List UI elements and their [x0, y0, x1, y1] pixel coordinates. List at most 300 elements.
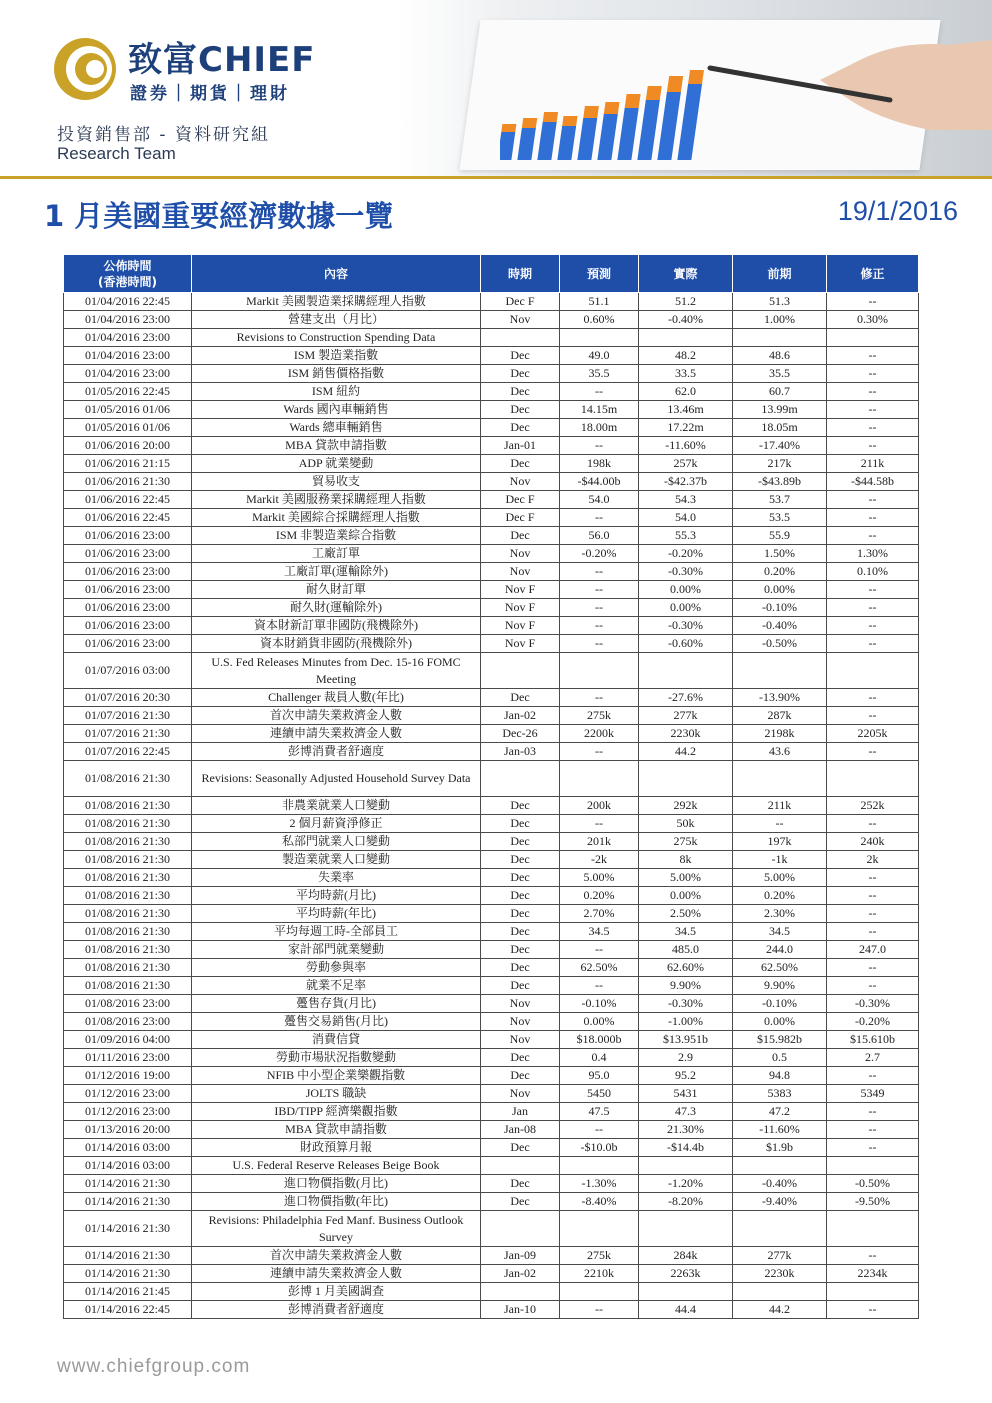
report-date: 19/1/2016 — [837, 196, 958, 226]
cell-previous: 0.5 — [733, 1049, 827, 1067]
cell-content: 財政預算月報 — [192, 1139, 481, 1157]
cell-content: ADP 就業變動 — [192, 455, 481, 473]
cell-content: Revisions: Philadelphia Fed Manf. Business Outlook Survey — [192, 1211, 481, 1247]
cell-time: 01/06/2016 22:45 — [64, 491, 192, 509]
table-row — [64, 1193, 919, 1211]
cell-revised: -- — [827, 419, 919, 437]
cell-revised: -- — [827, 347, 919, 365]
table-row — [64, 1031, 919, 1049]
cell-content: 平均時薪(年比) — [192, 905, 481, 923]
cell-period: Dec — [481, 869, 560, 887]
cell-content: U.S. Fed Releases Minutes from Dec. 15-16 FOMC Meeting — [192, 653, 481, 689]
table-row — [64, 455, 919, 473]
cell-actual: 5431 — [639, 1085, 733, 1103]
cell-period: Nov F — [481, 635, 560, 653]
cell-content: 家計部門就業變動 — [192, 941, 481, 959]
cell-content: 首次申請失業救濟金人數 — [192, 1247, 481, 1265]
table-row — [64, 851, 919, 869]
column-header-forecast: 預測 — [560, 255, 639, 293]
cell-time: 01/05/2016 01/06 — [64, 419, 192, 437]
cell-period — [481, 1157, 560, 1175]
cell-forecast: -$10.0b — [560, 1139, 639, 1157]
column-header-revised: 修正 — [827, 255, 919, 293]
page-title: 1 月美國重要經濟數據一覽 — [44, 199, 394, 233]
cell-actual: -1.20% — [639, 1175, 733, 1193]
cell-actual: 257k — [639, 455, 733, 473]
cell-forecast: 0.60% — [560, 311, 639, 329]
cell-revised: -- — [827, 1247, 919, 1265]
cell-content: 工廠訂單(運輸除外) — [192, 563, 481, 581]
cell-actual — [639, 329, 733, 347]
cell-actual: 33.5 — [639, 365, 733, 383]
cell-content: 躉售存貨(月比) — [192, 995, 481, 1013]
cell-previous: 51.3 — [733, 293, 827, 311]
cell-content: 連續申請失業救濟金人數 — [192, 1265, 481, 1283]
cell-content: 資本財新訂單非國防(飛機除外) — [192, 617, 481, 635]
cell-content: 耐久財(運輸除外) — [192, 599, 481, 617]
cell-actual: 54.3 — [639, 491, 733, 509]
cell-content: ISM 製造業指數 — [192, 347, 481, 365]
cell-actual — [639, 761, 733, 797]
cell-forecast: 0.20% — [560, 887, 639, 905]
cell-previous: -- — [733, 815, 827, 833]
cell-period: Dec — [481, 365, 560, 383]
cell-content: 工廠訂單 — [192, 545, 481, 563]
table-row — [64, 1157, 919, 1175]
cell-period: Nov — [481, 473, 560, 491]
cell-revised: -- — [827, 527, 919, 545]
cell-revised — [827, 1157, 919, 1175]
header-divider — [0, 176, 992, 179]
cell-time: 01/06/2016 22:45 — [64, 509, 192, 527]
cell-time: 01/14/2016 21:45 — [64, 1283, 192, 1301]
cell-revised: -- — [827, 617, 919, 635]
cell-actual: 284k — [639, 1247, 733, 1265]
brand-name: 致富CHIEF — [128, 40, 316, 80]
department-name: 投資銷售部 - 資料研究組 — [57, 125, 270, 145]
table-row — [64, 365, 919, 383]
cell-previous: -9.40% — [733, 1193, 827, 1211]
cell-forecast: -- — [560, 941, 639, 959]
table-row — [64, 1067, 919, 1085]
cell-revised: -0.50% — [827, 1175, 919, 1193]
cell-content: 彭博消費者舒適度 — [192, 1301, 481, 1319]
cell-revised: 247.0 — [827, 941, 919, 959]
footer-website-link[interactable]: www.chiefgroup.com — [57, 1356, 251, 1377]
chief-logo-icon — [52, 36, 118, 102]
cell-period: Dec — [481, 797, 560, 815]
cell-time: 01/06/2016 23:00 — [64, 635, 192, 653]
cell-period: Jan-03 — [481, 743, 560, 761]
cell-revised: 2k — [827, 851, 919, 869]
column-header-time: 公佈時間 (香港時間) — [64, 255, 192, 293]
cell-previous: 18.05m — [733, 419, 827, 437]
cell-actual: 51.2 — [639, 293, 733, 311]
cell-forecast: -- — [560, 437, 639, 455]
cell-revised: -- — [827, 1139, 919, 1157]
cell-revised: 240k — [827, 833, 919, 851]
cell-forecast: 49.0 — [560, 347, 639, 365]
cell-forecast: -2k — [560, 851, 639, 869]
table-row — [64, 833, 919, 851]
cell-actual: -1.00% — [639, 1013, 733, 1031]
cell-previous — [733, 1157, 827, 1175]
cell-content: Challenger 裁員人數(年比) — [192, 689, 481, 707]
page-header — [0, 0, 992, 178]
cell-period: Dec — [481, 419, 560, 437]
cell-time: 01/05/2016 22:45 — [64, 383, 192, 401]
cell-forecast — [560, 653, 639, 689]
table-row — [64, 923, 919, 941]
cell-previous — [733, 329, 827, 347]
table-row — [64, 725, 919, 743]
table-row — [64, 1103, 919, 1121]
cell-actual: 2.9 — [639, 1049, 733, 1067]
team-name: Research Team — [57, 144, 176, 163]
cell-revised: 1.30% — [827, 545, 919, 563]
cell-forecast: 18.00m — [560, 419, 639, 437]
cell-time: 01/08/2016 21:30 — [64, 797, 192, 815]
table-row — [64, 995, 919, 1013]
cell-time: 01/12/2016 23:00 — [64, 1085, 192, 1103]
cell-previous: 48.6 — [733, 347, 827, 365]
cell-previous: -0.40% — [733, 617, 827, 635]
table-row — [64, 761, 919, 797]
table-row — [64, 941, 919, 959]
cell-previous: 60.7 — [733, 383, 827, 401]
cell-period: Dec F — [481, 491, 560, 509]
cell-revised: 0.10% — [827, 563, 919, 581]
cell-content: Wards 總車輛銷售 — [192, 419, 481, 437]
cell-forecast: 0.4 — [560, 1049, 639, 1067]
cell-forecast: $18.000b — [560, 1031, 639, 1049]
cell-revised: 252k — [827, 797, 919, 815]
cell-period: Jan-01 — [481, 437, 560, 455]
cell-actual: -0.30% — [639, 617, 733, 635]
cell-period: Jan — [481, 1103, 560, 1121]
cell-actual: -8.20% — [639, 1193, 733, 1211]
cell-content: 營建支出（月比） — [192, 311, 481, 329]
cell-previous: 62.50% — [733, 959, 827, 977]
table-row — [64, 977, 919, 995]
cell-actual: -$14.4b — [639, 1139, 733, 1157]
cell-actual: -0.30% — [639, 995, 733, 1013]
cell-previous: 53.5 — [733, 509, 827, 527]
table-row — [64, 1211, 919, 1247]
cell-previous: 5.00% — [733, 869, 827, 887]
table-row — [64, 527, 919, 545]
cell-time: 01/06/2016 20:00 — [64, 437, 192, 455]
cell-period: Dec — [481, 1139, 560, 1157]
cell-time: 01/07/2016 21:30 — [64, 707, 192, 725]
cell-revised: -- — [827, 869, 919, 887]
table-header-row — [64, 255, 919, 293]
cell-time: 01/04/2016 23:00 — [64, 329, 192, 347]
cell-revised — [827, 653, 919, 689]
cell-time: 01/06/2016 23:00 — [64, 581, 192, 599]
cell-previous: $1.9b — [733, 1139, 827, 1157]
cell-content: 平均時薪(月比) — [192, 887, 481, 905]
cell-previous: 0.20% — [733, 887, 827, 905]
cell-period: Dec F — [481, 509, 560, 527]
cell-actual: 292k — [639, 797, 733, 815]
cell-actual — [639, 653, 733, 689]
cell-previous: 0.00% — [733, 581, 827, 599]
cell-period: Dec — [481, 941, 560, 959]
cell-revised: $15.610b — [827, 1031, 919, 1049]
table-row — [64, 617, 919, 635]
cell-forecast — [560, 1157, 639, 1175]
table-row — [64, 491, 919, 509]
cell-time: 01/07/2016 22:45 — [64, 743, 192, 761]
cell-previous: 197k — [733, 833, 827, 851]
cell-period: Dec — [481, 347, 560, 365]
cell-forecast: -- — [560, 743, 639, 761]
cell-period: Dec — [481, 1193, 560, 1211]
cell-time: 01/09/2016 04:00 — [64, 1031, 192, 1049]
cell-forecast: 62.50% — [560, 959, 639, 977]
table-row — [64, 1049, 919, 1067]
cell-period: Dec — [481, 851, 560, 869]
cell-forecast — [560, 1211, 639, 1247]
cell-actual: 9.90% — [639, 977, 733, 995]
table-row — [64, 1301, 919, 1319]
cell-time: 01/04/2016 23:00 — [64, 365, 192, 383]
cell-actual: 44.2 — [639, 743, 733, 761]
cell-revised: -- — [827, 689, 919, 707]
cell-actual: 34.5 — [639, 923, 733, 941]
table-row — [64, 473, 919, 491]
cell-previous: -11.60% — [733, 1121, 827, 1139]
cell-period: Nov — [481, 1031, 560, 1049]
cell-time: 01/04/2016 22:45 — [64, 293, 192, 311]
cell-forecast: -- — [560, 383, 639, 401]
cell-actual: 275k — [639, 833, 733, 851]
cell-actual: 2.50% — [639, 905, 733, 923]
cell-revised: -- — [827, 581, 919, 599]
table-row — [64, 1139, 919, 1157]
cell-actual: 485.0 — [639, 941, 733, 959]
cell-time: 01/07/2016 03:00 — [64, 653, 192, 689]
cell-forecast: -- — [560, 1121, 639, 1139]
cell-time: 01/04/2016 23:00 — [64, 311, 192, 329]
cell-forecast: 5450 — [560, 1085, 639, 1103]
cell-period: Nov — [481, 545, 560, 563]
table-row — [64, 599, 919, 617]
cell-content: IBD/TIPP 經濟樂觀指數 — [192, 1103, 481, 1121]
cell-previous: 1.00% — [733, 311, 827, 329]
cell-revised: -- — [827, 383, 919, 401]
table-row — [64, 1265, 919, 1283]
cell-forecast: -- — [560, 977, 639, 995]
cell-forecast: -- — [560, 689, 639, 707]
table-row — [64, 401, 919, 419]
table-row — [64, 311, 919, 329]
cell-previous: -1k — [733, 851, 827, 869]
cell-previous: 55.9 — [733, 527, 827, 545]
cell-revised: 0.30% — [827, 311, 919, 329]
cell-revised: -- — [827, 635, 919, 653]
cell-time: 01/12/2016 23:00 — [64, 1103, 192, 1121]
cell-previous: 47.2 — [733, 1103, 827, 1121]
cell-time: 01/06/2016 23:00 — [64, 599, 192, 617]
table-row — [64, 707, 919, 725]
cell-forecast: 2200k — [560, 725, 639, 743]
table-row — [64, 419, 919, 437]
cell-forecast: -- — [560, 635, 639, 653]
cell-revised — [827, 1283, 919, 1301]
cell-period: Nov F — [481, 599, 560, 617]
cell-forecast: 34.5 — [560, 923, 639, 941]
cell-period: Jan-02 — [481, 707, 560, 725]
cell-revised: -- — [827, 491, 919, 509]
cell-actual — [639, 1283, 733, 1301]
cell-time: 01/06/2016 23:00 — [64, 545, 192, 563]
cell-actual: 48.2 — [639, 347, 733, 365]
cell-time: 01/12/2016 19:00 — [64, 1067, 192, 1085]
cell-content: Revisions to Construction Spending Data — [192, 329, 481, 347]
cell-forecast: 51.1 — [560, 293, 639, 311]
cell-content: Revisions: Seasonally Adjusted Household Survey Data — [192, 761, 481, 797]
pen-hand-image — [700, 20, 992, 140]
cell-revised: -- — [827, 1121, 919, 1139]
cell-revised: 2205k — [827, 725, 919, 743]
cell-forecast: 201k — [560, 833, 639, 851]
cell-period: Dec — [481, 959, 560, 977]
table-row — [64, 1121, 919, 1139]
table-row — [64, 959, 919, 977]
cell-previous: 287k — [733, 707, 827, 725]
cell-previous: 9.90% — [733, 977, 827, 995]
cell-period: Dec — [481, 815, 560, 833]
cell-time: 01/14/2016 21:30 — [64, 1247, 192, 1265]
cell-forecast: -8.40% — [560, 1193, 639, 1211]
cell-time: 01/07/2016 20:30 — [64, 689, 192, 707]
cell-revised: -- — [827, 959, 919, 977]
cell-previous: 277k — [733, 1247, 827, 1265]
cell-actual: 95.2 — [639, 1067, 733, 1085]
cell-content: 躉售交易銷售(月比) — [192, 1013, 481, 1031]
table-row — [64, 1085, 919, 1103]
cell-forecast: -- — [560, 563, 639, 581]
cell-previous: 35.5 — [733, 365, 827, 383]
cell-actual: 0.00% — [639, 599, 733, 617]
cell-revised — [827, 329, 919, 347]
cell-time: 01/13/2016 20:00 — [64, 1121, 192, 1139]
cell-previous: 94.8 — [733, 1067, 827, 1085]
cell-period: Dec — [481, 1067, 560, 1085]
cell-previous: -13.90% — [733, 689, 827, 707]
cell-time: 01/08/2016 21:30 — [64, 833, 192, 851]
cell-actual: -0.40% — [639, 311, 733, 329]
cell-actual: 2263k — [639, 1265, 733, 1283]
cell-revised: 2234k — [827, 1265, 919, 1283]
cell-forecast — [560, 329, 639, 347]
table-row — [64, 869, 919, 887]
cell-time: 01/08/2016 21:30 — [64, 851, 192, 869]
cell-time: 01/14/2016 03:00 — [64, 1139, 192, 1157]
column-header-actual: 實際 — [639, 255, 733, 293]
cell-content: 失業率 — [192, 869, 481, 887]
cell-previous: 211k — [733, 797, 827, 815]
cell-revised: 211k — [827, 455, 919, 473]
cell-period: Dec — [481, 1049, 560, 1067]
cell-content: ISM 非製造業綜合指數 — [192, 527, 481, 545]
cell-forecast: 95.0 — [560, 1067, 639, 1085]
cell-period: Dec — [481, 1175, 560, 1193]
cell-content: 資本財銷貨非國防(飛機除外) — [192, 635, 481, 653]
cell-time: 01/06/2016 23:00 — [64, 563, 192, 581]
cell-forecast: -- — [560, 509, 639, 527]
cell-period — [481, 1283, 560, 1301]
cell-actual: 17.22m — [639, 419, 733, 437]
cell-previous: 13.99m — [733, 401, 827, 419]
cell-actual: 5.00% — [639, 869, 733, 887]
cell-content: 進口物價指數(年比) — [192, 1193, 481, 1211]
cell-revised: -- — [827, 905, 919, 923]
cell-time: 01/14/2016 21:30 — [64, 1193, 192, 1211]
cell-content: Markit 美國製造業採購經理人指數 — [192, 293, 481, 311]
cell-previous: 1.50% — [733, 545, 827, 563]
cell-previous: -0.40% — [733, 1175, 827, 1193]
cell-forecast: 56.0 — [560, 527, 639, 545]
cell-content: 平均每週工時-全部員工 — [192, 923, 481, 941]
cell-period: Nov — [481, 311, 560, 329]
cell-time: 01/08/2016 21:30 — [64, 923, 192, 941]
cell-actual: 0.00% — [639, 887, 733, 905]
cell-forecast: 2.70% — [560, 905, 639, 923]
cell-actual: 62.0 — [639, 383, 733, 401]
cell-previous: 2198k — [733, 725, 827, 743]
table-row — [64, 347, 919, 365]
cell-period — [481, 653, 560, 689]
cell-time: 01/06/2016 23:00 — [64, 617, 192, 635]
table-row — [64, 293, 919, 311]
cell-forecast: 54.0 — [560, 491, 639, 509]
table-row — [64, 545, 919, 563]
cell-time: 01/14/2016 21:30 — [64, 1265, 192, 1283]
cell-previous — [733, 653, 827, 689]
cell-content: 2 個月薪資淨修正 — [192, 815, 481, 833]
cell-actual: -27.6% — [639, 689, 733, 707]
cell-time: 01/06/2016 21:15 — [64, 455, 192, 473]
cell-period: Jan-02 — [481, 1265, 560, 1283]
cell-revised: -- — [827, 743, 919, 761]
cell-content: Markit 美國綜合採購經理人指數 — [192, 509, 481, 527]
table-row — [64, 1013, 919, 1031]
cell-actual: 55.3 — [639, 527, 733, 545]
table-row — [64, 797, 919, 815]
cell-period: Nov — [481, 563, 560, 581]
cell-revised: -0.20% — [827, 1013, 919, 1031]
cell-period — [481, 761, 560, 797]
cell-time: 01/06/2016 21:30 — [64, 473, 192, 491]
cell-actual: 44.4 — [639, 1301, 733, 1319]
table-row — [64, 653, 919, 689]
cell-content: Markit 美國服務業採購經理人指數 — [192, 491, 481, 509]
cell-revised: -- — [827, 437, 919, 455]
cell-period: Dec — [481, 455, 560, 473]
cell-content: 勞動市場狀況指數變動 — [192, 1049, 481, 1067]
table-body — [64, 293, 919, 1319]
cell-time: 01/08/2016 23:00 — [64, 1013, 192, 1031]
table-row — [64, 329, 919, 347]
cell-forecast: 2210k — [560, 1265, 639, 1283]
cell-actual: 13.46m — [639, 401, 733, 419]
cell-forecast: 14.15m — [560, 401, 639, 419]
cell-period: Dec — [481, 923, 560, 941]
cell-revised: -- — [827, 887, 919, 905]
